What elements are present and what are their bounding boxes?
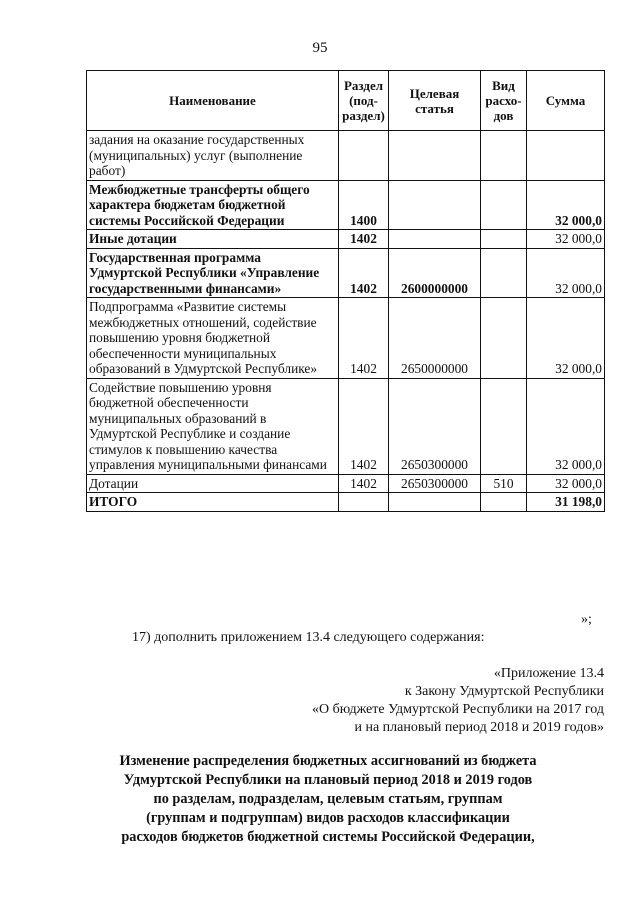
table-row xyxy=(87,131,605,181)
row-type xyxy=(481,131,527,181)
header-section: Раздел (под-раздел) xyxy=(339,71,389,131)
header-sum: Сумма xyxy=(527,71,605,131)
table-row xyxy=(87,230,605,249)
row-target: 2650300000 xyxy=(389,378,481,474)
row-section xyxy=(339,493,389,512)
row-name: Иные дотации xyxy=(87,230,339,249)
table-header-row xyxy=(87,71,605,131)
row-target xyxy=(389,180,481,230)
row-name: Межбюджетные трансферты общего характера бюджетам бюджетной системы Российской Федерации xyxy=(87,180,339,230)
row-section xyxy=(339,131,389,181)
table-row xyxy=(87,298,605,379)
row-type xyxy=(481,378,527,474)
row-sum: 32 000,0 xyxy=(527,180,605,230)
table-row xyxy=(87,248,605,298)
row-name: Дотации xyxy=(87,474,339,493)
header-name: Наименование xyxy=(87,71,339,131)
row-type xyxy=(481,180,527,230)
row-target xyxy=(389,230,481,249)
row-section: 1402 xyxy=(339,378,389,474)
table-total-row xyxy=(87,493,605,512)
row-sum: 32 000,0 xyxy=(527,230,605,249)
heading-line: Изменение распределения бюджетных ассигнований из бюджета xyxy=(119,753,537,769)
header-type: Вид расхо-дов xyxy=(481,71,527,131)
heading-line: (группам и подгруппам) видов расходов классификации xyxy=(146,810,510,826)
total-label: ИТОГО xyxy=(87,493,339,512)
row-section: 1402 xyxy=(339,298,389,379)
appendix-reference xyxy=(0,665,604,737)
appendix-line: к Закону Удмуртской Республики xyxy=(404,684,604,699)
row-target: 2650300000 xyxy=(389,474,481,493)
row-section: 1402 xyxy=(339,474,389,493)
row-name: Подпрограмма «Развитие системы межбюджетных отношений, содействие повышению уровня бюджетной обеспеченности муниципальных образований в Удмуртской Республике» xyxy=(87,298,339,379)
row-name: задания на оказание государственных (муниципальных) услуг (выполнение работ) xyxy=(87,131,339,181)
budget-table xyxy=(86,70,605,512)
row-target xyxy=(389,493,481,512)
row-name: Государственная программа Удмуртской Республики «Управление государственными финансами» xyxy=(87,248,339,298)
table-row xyxy=(87,474,605,493)
amendment-instruction: 17) дополнить приложением 13.4 следующего содержания: xyxy=(132,630,485,645)
appendix-line: «О бюджете Удмуртской Республики на 2017 год xyxy=(311,702,604,717)
heading-line: расходов бюджетов бюджетной системы Российской Федерации, xyxy=(121,829,535,845)
row-section: 1402 xyxy=(339,248,389,298)
row-type xyxy=(481,298,527,379)
row-sum: 32 000,0 xyxy=(527,248,605,298)
row-target: 2650000000 xyxy=(389,298,481,379)
row-type xyxy=(481,230,527,249)
total-sum: 31 198,0 xyxy=(527,493,605,512)
appendix-line: и на плановый период 2018 и 2019 годов» xyxy=(354,720,604,735)
row-sum: 32 000,0 xyxy=(527,378,605,474)
row-section: 1402 xyxy=(339,230,389,249)
heading-line: по разделам, подразделам, целевым статьям, группам xyxy=(153,791,503,807)
appendix-line: «Приложение 13.4 xyxy=(493,666,604,681)
row-type xyxy=(481,248,527,298)
header-target: Целевая статья xyxy=(389,71,481,131)
row-name: Содействие повышению уровня бюджетной обеспеченности муниципальных образований в Удмуртской Республике и создание стимулов к повышению качества управления муниципальными финансами xyxy=(87,378,339,474)
row-sum: 32 000,0 xyxy=(527,474,605,493)
row-type xyxy=(481,493,527,512)
document-heading xyxy=(64,752,592,847)
table-row xyxy=(87,378,605,474)
table-row xyxy=(87,180,605,230)
page-number: 95 xyxy=(312,40,328,56)
heading-line: Удмуртской Республики на плановый период 2018 и 2019 годов xyxy=(123,772,533,788)
row-target xyxy=(389,131,481,181)
row-target: 2600000000 xyxy=(389,248,481,298)
closing-quote-mark: »; xyxy=(581,612,592,627)
row-sum xyxy=(527,131,605,181)
row-type: 510 xyxy=(481,474,527,493)
row-sum: 32 000,0 xyxy=(527,298,605,379)
row-section: 1400 xyxy=(339,180,389,230)
